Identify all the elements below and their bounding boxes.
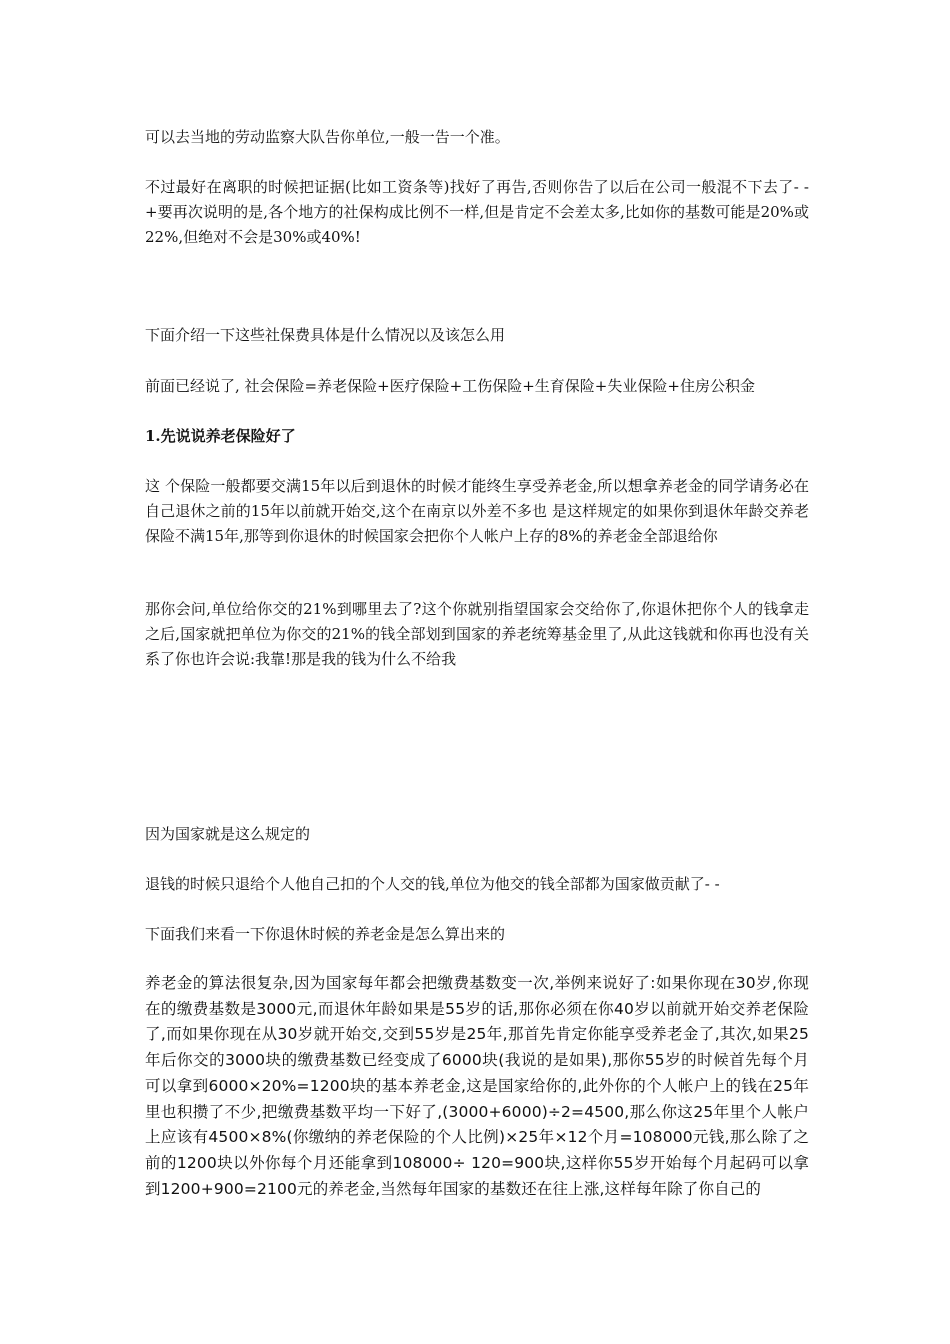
paragraph-pension-15-years: 这 个保险一般都要交满15年以后到退休的时候才能终生享受养老金,所以想拿养老金的同学请务必在自己退休之前的15年以前就开始交,这个在南京以外差不多也 是这样规定的如果你到退休年龄交养老保险不满15年,那等到你退休的时候国家会把你个人帐户上存的8%的养老金全部退给你 [145, 477, 809, 545]
paragraph-labor-complaint: 可以去当地的劳动监察大队告你单位,一般一告一个准。 [145, 128, 510, 146]
paragraph-state-rule: 因为国家就是这么规定的 [145, 825, 311, 843]
paragraph-insurance-formula: 前面已经说了, 社会保险=养老保险+医疗保险+工伤保险+生育保险+失业保险+住房公积金 [145, 377, 755, 395]
paragraph-pension-calculation: 养老金的算法很复杂,因为国家每年都会把缴费基数变一次,举例来说好了:如果你现在30岁,你现在的缴费基数是3000元,而退休年龄如果是55岁的话,那你必须在你40岁以前就开始交养老保险了,而如果你现在从30岁就开始交,交到55岁是25年,那首先肯定你能享受养老金了,其次,如果25年后你交的3000块的缴费基数已经变成了6000块(我说的是如果),那你55岁的时候首先每个月可以拿到6000×20%=1200块的基本养老金,这是国家给你的,此外你的个人帐户上的钱在25年里也积攒了不少,把缴费基数平均一下好了,(3000+6000)÷2=4500,那么你这25年里个人帐户上应该有4500×8%(你缴纳的养老保险的个人比例)×25年×12个月=108000元钱,那么除了之前的1200块以外你每个月还能拿到108000÷ 120=900块,这样你55岁开始每个月起码可以拿到1200+900=2100元的养老金,当然每年国家的基数还在往上涨,这样每年除了你自己的 [145, 974, 809, 1198]
paragraph-refund-rule: 退钱的时候只退给个人他自己扣的个人交的钱,单位为他交的钱全部都为国家做贡献了- - [145, 875, 720, 893]
paragraph-calc-intro: 下面我们来看一下你退休时候的养老金是怎么算出来的 [145, 925, 506, 943]
paragraph-employer-share: 那你会问,单位给你交的21%到哪里去了?这个你就别指望国家会交给你了,你退休把你个人的钱拿走之后,国家就把单位为你交的21%的钱全部划到国家的养老统筹基金里了,从此这钱就和你再也没有关系了你也许会说:我靠!那是我的钱为什么不给我 [145, 600, 809, 668]
paragraph-intro: 下面介绍一下这些社保费具体是什么情况以及该怎么用 [145, 326, 506, 344]
paragraph-evidence-note: 不过最好在离职的时候把证据(比如工资条等)找好了再告,否则你告了以后在公司一般混不下去了- -+要再次说明的是,各个地方的社保构成比例不一样,但是肯定不会差太多,比如你的基数可能是20%或22%,但绝对不会是30%或40%! [145, 178, 809, 246]
section-heading-pension: 1.先说说养老保险好了 [145, 427, 296, 445]
